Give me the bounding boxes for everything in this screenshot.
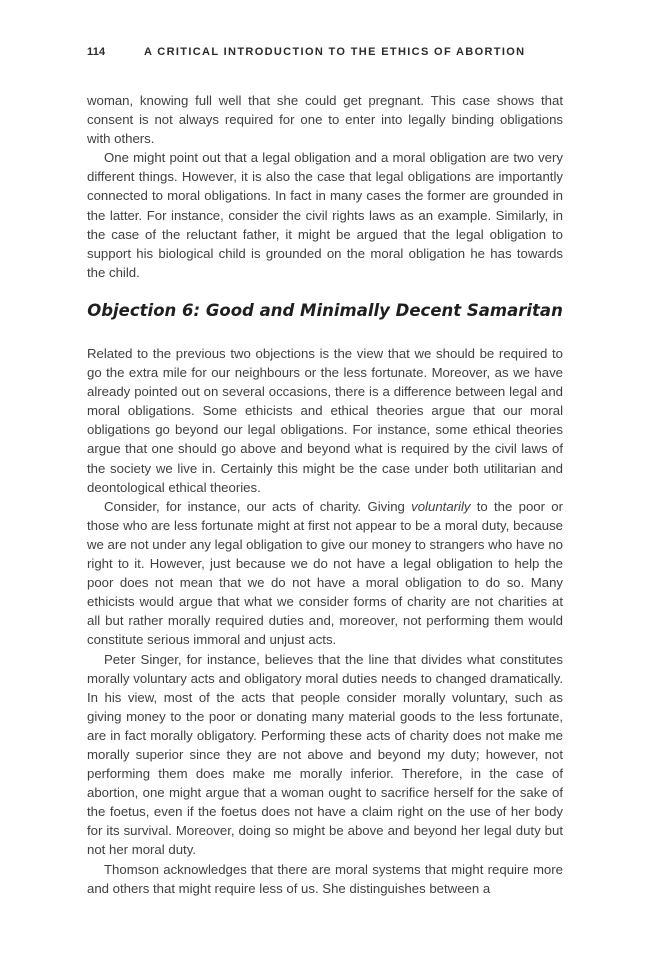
body-paragraph: Thomson acknowledges that there are moral systems that might require more and others that might require less of us. She distinguishes between a	[87, 861, 563, 896]
body-paragraph: woman, knowing full well that she could get pregnant. This case shows that consent is not always required for one to enter into legally binding obligations with others.	[87, 93, 563, 147]
running-title: A CRITICAL INTRODUCTION TO THE ETHICS OF ABORTION	[144, 46, 526, 58]
section-text	[87, 344, 563, 898]
intro-text	[87, 91, 563, 282]
body-paragraph: Related to the previous two objections is the view that we should be required to go the extra mile for our neighbours or the less fortunate. Moreover, as we have already pointed out on several occasions, there is a difference between legal and moral obligations. Some ethicists and ethical theories argue that our moral obligations go beyond our legal obligations. For instance, some ethical theories argue that one should go above and beyond what is required by the civil laws of the society we live in. Certainly this might be the case under both utilitarian and deontological ethical theories.	[87, 346, 563, 495]
running-header	[87, 46, 563, 64]
section-heading: Objection 6: Good and Minimally Decent Samaritan	[87, 301, 563, 320]
body-paragraph: Peter Singer, for instance, believes that the line that divides what constitutes morally voluntary acts and obligatory moral duties needs to changed dramatically. In his view, most of the acts that people consider morally voluntary, such as giving money to the poor or donating many material goods to the less fortunate, are in fact morally obligatory. Performing these acts of charity does not make me morally superior since they are not above and beyond my duty; however, not performing them does make me morally inferior. Therefore, in the case of abortion, one might argue that a woman ought to sacrifice herself for the sake of the foetus, even if the foetus does not have a claim right on the use of her body for its survival. Moreover, doing so might be above and beyond her legal duty but not her moral duty.	[87, 651, 563, 858]
paragraph-text: to the poor or those who are less fortunate might at first not appear to be a moral duty, because we are not under any legal obligation to give our money to strangers who have no right to it. However, just because we do not have a legal obligation to help the poor does not mean that we do not have a moral obligation to do so. Many ethicists would argue that what we consider forms of charity are not charities at all but rather morally required duties and, moreover, not performing them would constitute serious immoral and unjust acts.	[87, 498, 563, 648]
page-number: 114	[87, 46, 106, 58]
body-paragraph: One might point out that a legal obligation and a moral obligation are two very different things. However, it is also the case that legal obligations are importantly connected to moral obligations. In fact in many cases the former are grounded in the latter. For instance, consider the civil rights laws as an example. Similarly, in the case of the reluctant father, it might be argued that the legal obligation to support his biological child is grounded on the moral obligation he has towards the child.	[87, 150, 563, 280]
paragraph-text: Consider, for instance, our acts of charity. Giving	[104, 498, 412, 514]
body-paragraph	[87, 497, 563, 650]
emphasized-word: voluntarily	[411, 498, 471, 514]
